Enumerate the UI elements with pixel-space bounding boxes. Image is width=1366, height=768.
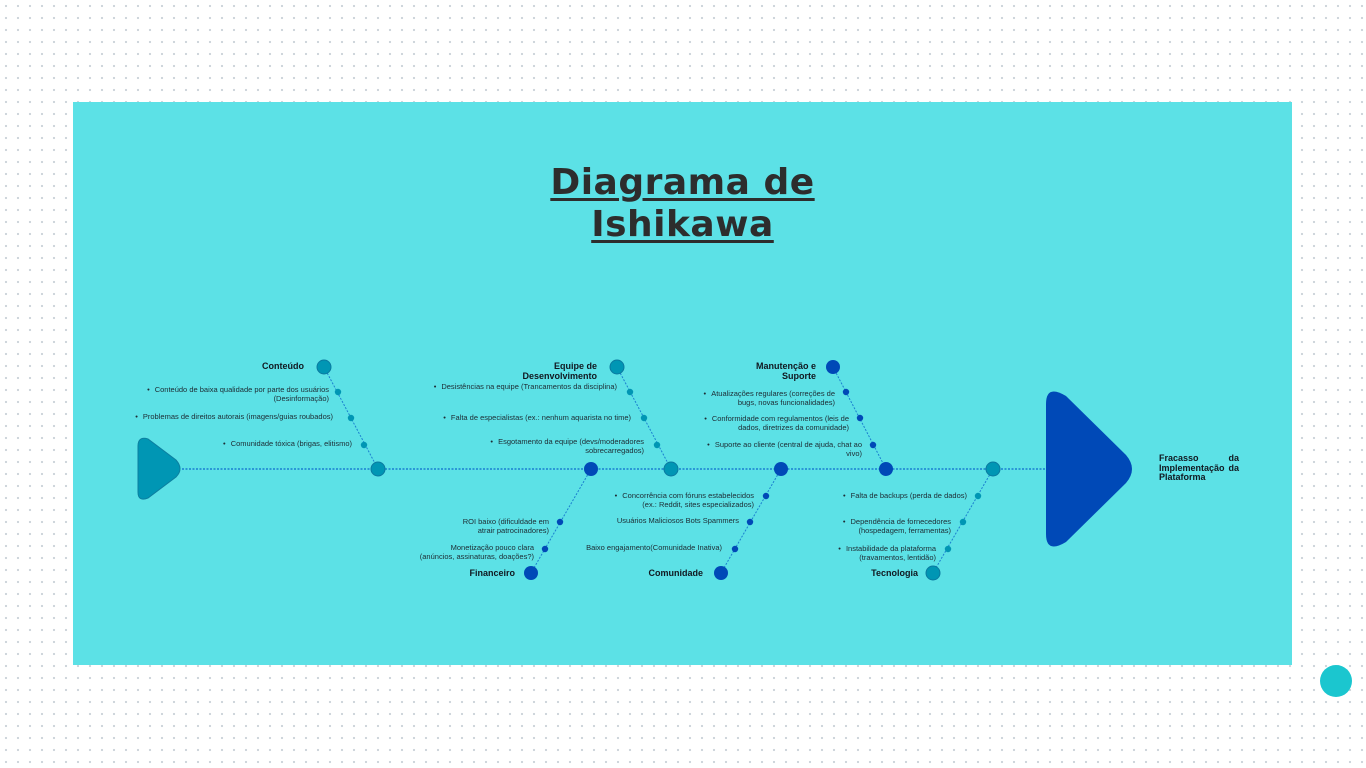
cause-label: Baixo engajamento(Comunidade Inativa) [586, 543, 722, 552]
cause-label: • Comunidade tóxica (brigas, elitismo) [223, 439, 352, 448]
cause-label: • Esgotamento da equipe (devs/moderadores sobrecarregados) [490, 437, 644, 455]
cause-label: Usuários Maliciosos Bots Spammers [616, 516, 739, 525]
category-node-manutencao [826, 360, 840, 374]
junction-node [774, 462, 788, 476]
cause-label: • Desistências na equipe (Trancamentos da disciplina) [433, 382, 617, 391]
cause-dot [542, 546, 548, 552]
cause-dot [654, 442, 660, 448]
junction-node [879, 462, 893, 476]
cause-label: Monetização pouco clara (anúncios, assinaturas, doações?) [419, 543, 534, 561]
cause-label: • Falta de backups (perda de dados) [843, 491, 967, 500]
decorative-dot [1320, 665, 1352, 697]
junction-node [986, 462, 1000, 476]
cause-dot [870, 442, 876, 448]
cause-dot [348, 415, 354, 421]
cause-label: ROI baixo (dificuldade em atrair patrocinadores) [462, 517, 549, 535]
category-label-conteudo: Conteúdo [262, 361, 304, 371]
cause-label: • Conformidade com regulamentos (leis de dados, diretrizes da comunidade) [704, 414, 849, 432]
category-label-comunidade: Comunidade [648, 568, 703, 578]
junction-node [584, 462, 598, 476]
effect-label: Fracasso da Implementação da Plataforma [1159, 453, 1239, 482]
cause-label: • Conteúdo de baixa qualidade por parte dos usuários (Desinformação) [147, 385, 329, 403]
category-label-line: Desenvolvimento [522, 371, 597, 381]
cause-label: • Atualizações regulares (correções de bugs, novas funcionalidades) [703, 389, 835, 407]
cause-label: • Concorrência com fóruns estabelecidos (ex.: Reddit, sites especializados) [614, 491, 754, 509]
category-node-comunidade [714, 566, 728, 580]
cause-label: • Falta de especialistas (ex.: nenhum aquarista no time) [443, 413, 631, 422]
cause-dot [763, 493, 769, 499]
cause-dot [335, 389, 341, 395]
cause-dot [747, 519, 753, 525]
category-node-conteudo [317, 360, 331, 374]
title-line-2: Ishikawa [591, 204, 774, 245]
cause-dot [960, 519, 966, 525]
junction-node [664, 462, 678, 476]
category-label-equipe [522, 361, 597, 381]
cause-dot [975, 493, 981, 499]
fish-head-shape [1046, 392, 1132, 547]
cause-label: • Suporte ao cliente (central de ajuda, chat ao vivo) [707, 440, 862, 458]
cause-dot [843, 389, 849, 395]
category-label-line: Suporte [781, 371, 816, 381]
junction-node [371, 462, 385, 476]
cause-label: • Dependência de fornecedores (hospedagem, ferramentas) [842, 517, 951, 535]
category-node-tecnologia [926, 566, 940, 580]
cause-label: • Problemas de direitos autorais (imagens/guias roubados) [135, 412, 333, 421]
cause-dot [732, 546, 738, 552]
category-label-financeiro: Financeiro [469, 568, 515, 578]
fish-tail-shape [138, 438, 180, 499]
cause-dot [361, 442, 367, 448]
category-label-manutencao [756, 361, 816, 381]
category-label-line: Manutenção e [755, 361, 816, 371]
category-node-financeiro [524, 566, 538, 580]
cause-dot [557, 519, 563, 525]
cause-dot [857, 415, 863, 421]
category-label-tecnologia: Tecnologia [871, 568, 918, 578]
category-node-equipe [610, 360, 624, 374]
title-line-1: Diagrama de [550, 162, 815, 203]
cause-dot [945, 546, 951, 552]
cause-label: • Instabilidade da plataforma (travamentos, lentidão) [838, 544, 936, 562]
cause-dot [641, 415, 647, 421]
category-label-line: Equipe de [553, 361, 597, 371]
cause-dot [627, 389, 633, 395]
